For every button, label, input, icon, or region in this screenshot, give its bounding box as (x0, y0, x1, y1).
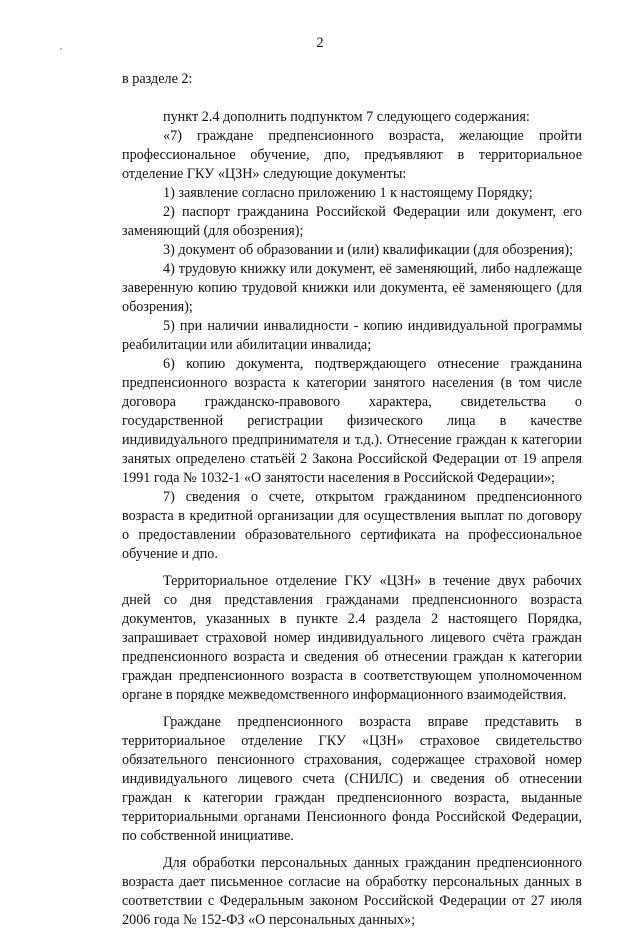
paragraph-interagency-request: Территориальное отделение ГКУ «ЦЗН» в течение двух рабочих дней со дня представления гражданами предпенсионного возраста документов, указанных в пункте 2.4 раздела 2 настоящего Порядка, запрашивает страховой номер индивидуального лицевого счёта граждан предпенсионного возраста и сведения об отнесении граждан к категории граждан предпенсионного возраста в соответствующем уполномоченном органе в порядке межведомственного информационного взаимодействия. (122, 573, 582, 703)
paragraph-own-initiative: Граждане предпенсионного возраста вправе представить в территориальное отделение ГКУ «ЦЗН» страховое свидетельство обязательного пенсионного страхования, содержащее страховой номер индивидуального лицевого счета (СНИЛС) и сведения об отнесении граждан к категории граждан предпенсионного возраста, выданные территориальными органами Пенсионного фонда Российской Федерации, по собственной инициативе. (122, 714, 582, 844)
document-item-4: 4) трудовую книжку или документ, её заменяющий, либо надлежаще заверенную копию трудовой книжки или документа, её заменяющего (для обозрения); (122, 261, 582, 315)
document-body (122, 70, 582, 930)
section-heading: в разделе 2: (122, 71, 193, 87)
document-item-6: 6) копию документа, подтверждающего отнесение гражданина предпенсионного возраста к категории занятого населения (в том числе договора гражданско-правового характера, свидетельства о государственной регистрации физического лица в качестве индивидуального предпринимателя и т.д.). Отнесение граждан к категории занятых определено статьёй 2 Закона Российской Федерации от 19 апреля 1991 года № 1032-1 «О занятости населения в Российской Федерации»; (122, 356, 582, 486)
paragraph-personal-data-consent: Для обработки персональных данных гражданин предпенсионного возраста дает письменное согласие на обработку персональных данных в соответствии с Федеральным законом Российской Федерации от 27 июля 2006 года № 152-ФЗ «О персональных данных»; (122, 855, 582, 928)
document-item-3: 3) документ об образовании и (или) квалификации (для обозрения); (163, 242, 574, 258)
document-item-5: 5) при наличии инвалидности - копию индивидуальной программы реабилитации или абилитации инвалида; (122, 318, 582, 353)
page-number: 2 (316, 35, 324, 51)
document-item-1: 1) заявление согласно приложению 1 к настоящему Порядку; (163, 185, 533, 201)
amendment-intro: пункт 2.4 дополнить подпунктом 7 следующего содержания: (163, 109, 530, 125)
document-item-7: 7) сведения о счете, открытом гражданином предпенсионного возраста в кредитной организации для осуществления выплат по договору о предоставлении образовательного сертификата на профессиональное обучение и дпо. (122, 489, 582, 562)
subpoint-7-intro: «7) граждане предпенсионного возраста, желающие пройти профессиональное обучение, дпо, предъявляют в территориальное отделение ГКУ «ЦЗН» следующие документы: (122, 128, 582, 182)
document-item-2: 2) паспорт гражданина Российской Федерации или документ, его заменяющий (для обозрения); (122, 204, 582, 239)
